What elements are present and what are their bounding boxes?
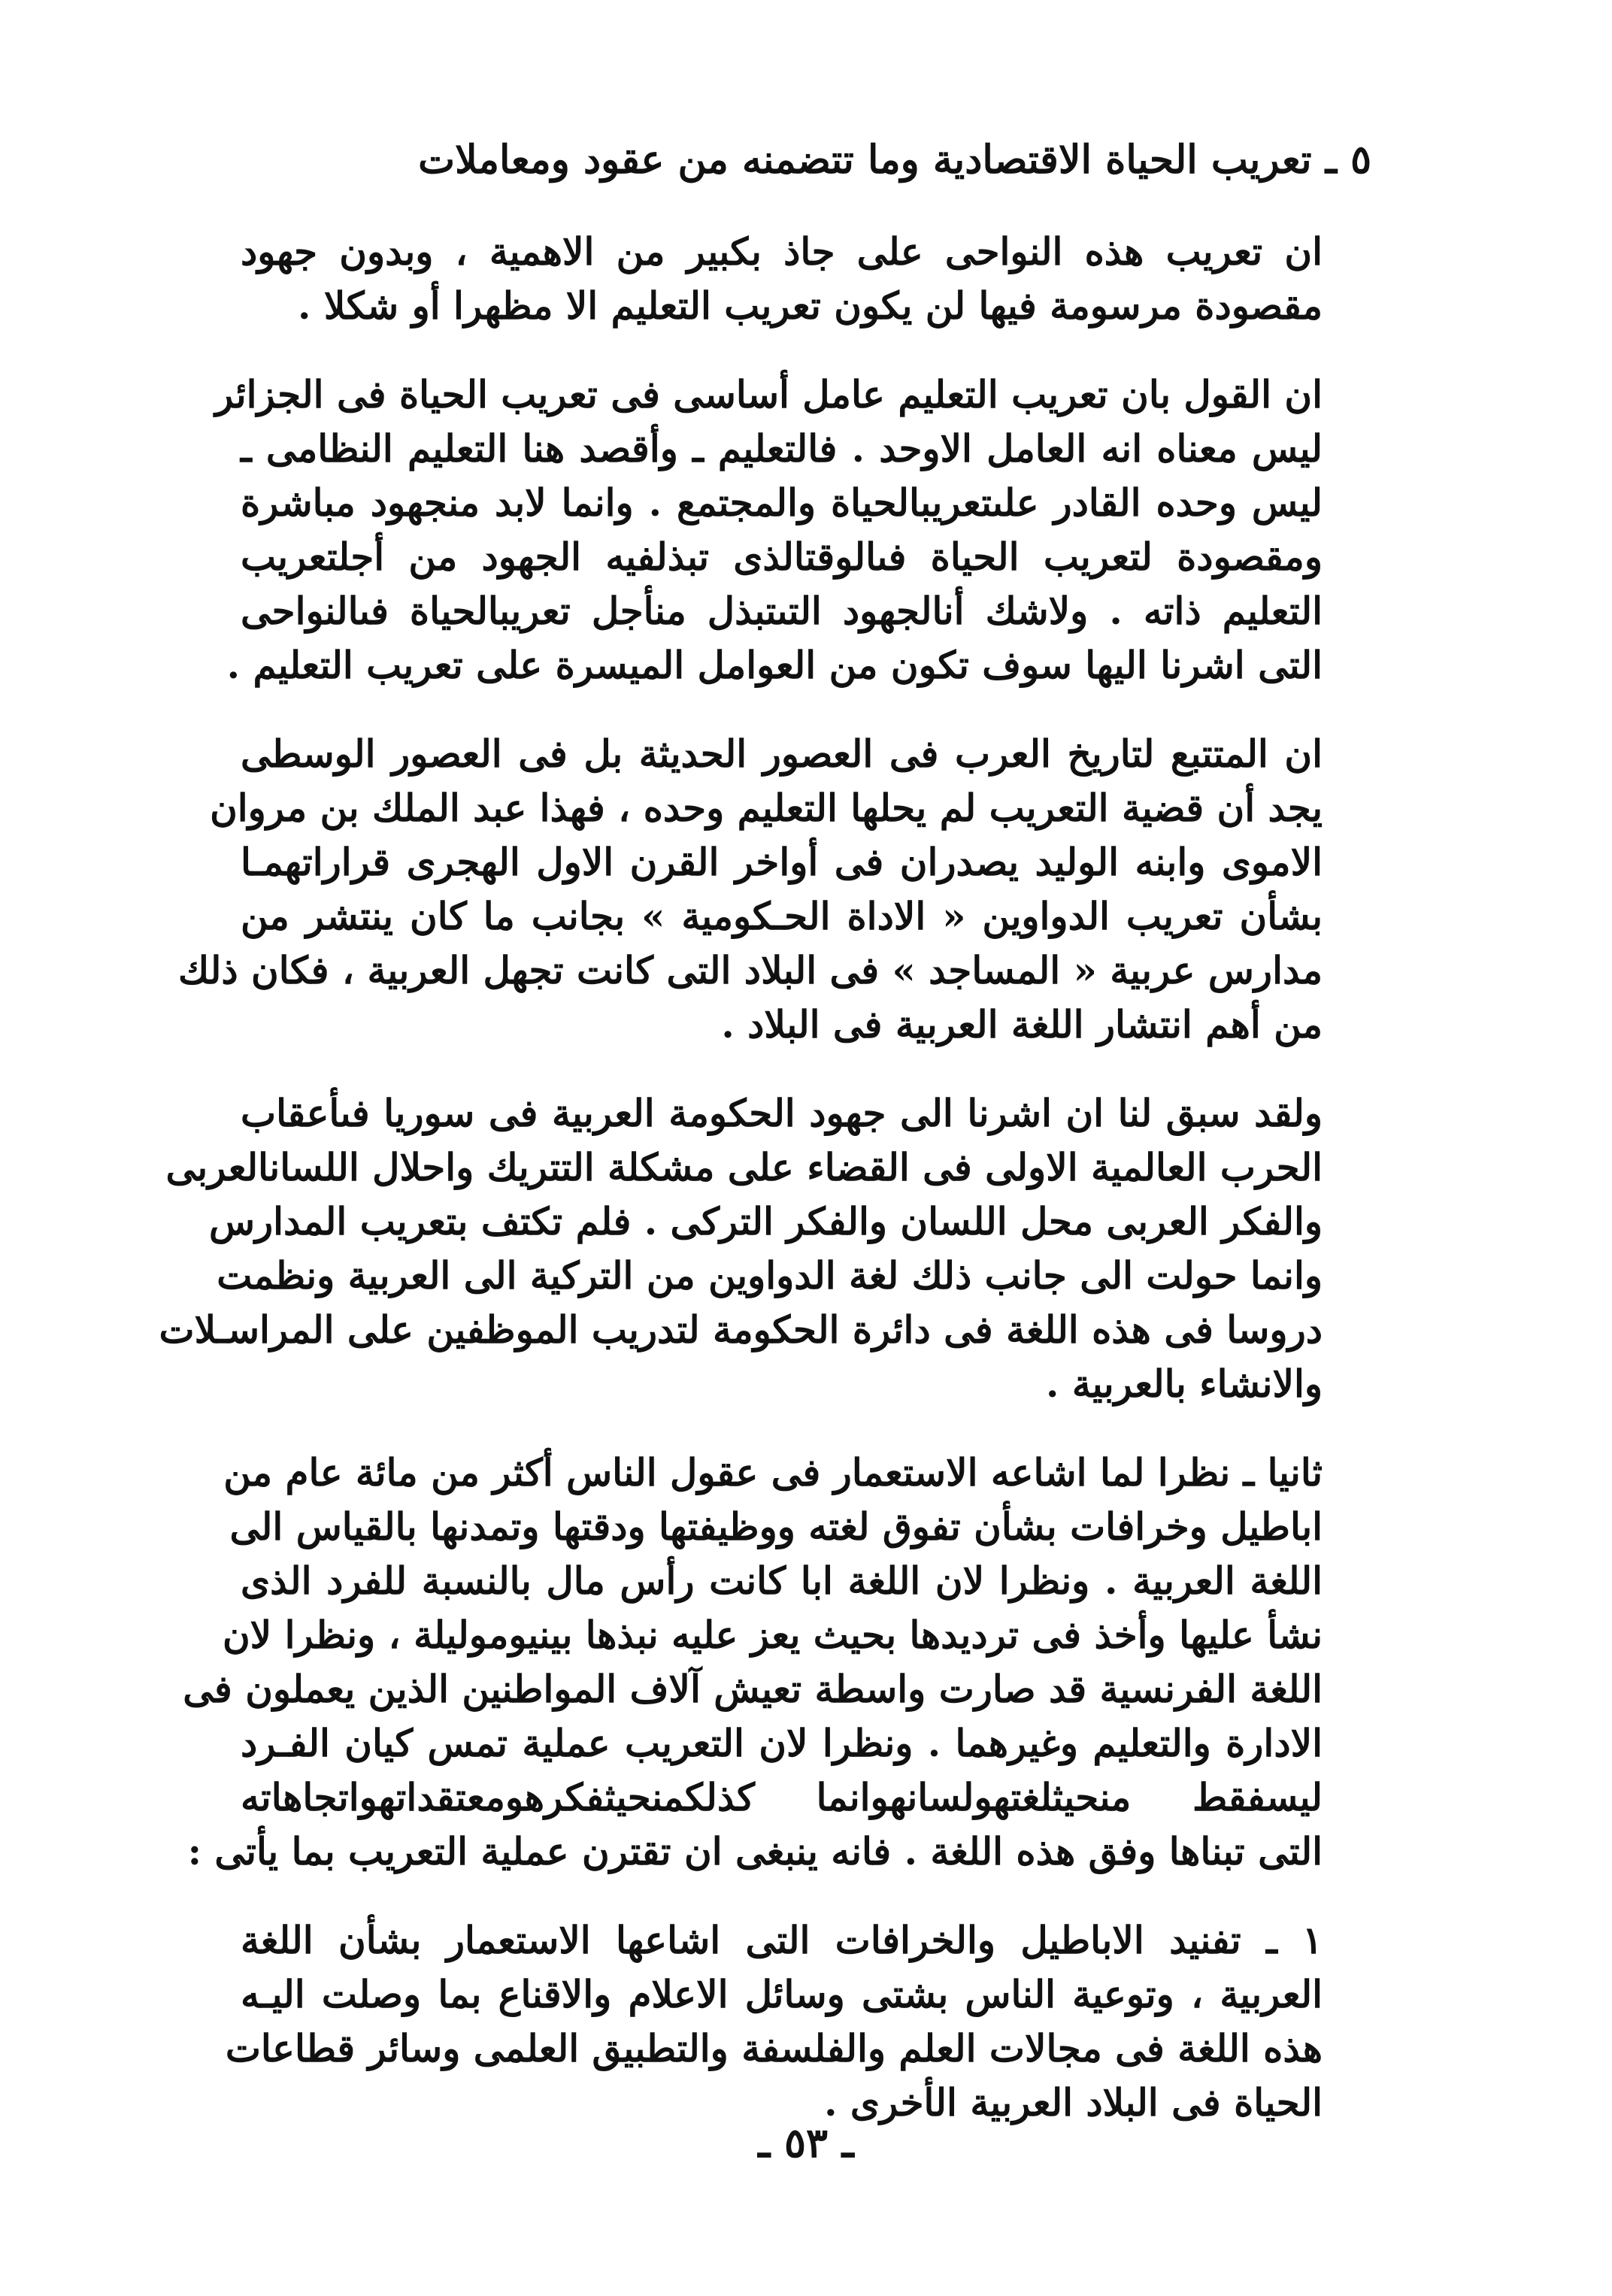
paragraph-2-line-6: التى اشرنا اليها سوف تكون من العوامل الميسرة على تعريب التعليم . [226,643,1323,687]
paragraph-6-line-2: العربية ، وتوعية الناس بشتى وسائل الاعلام والاقناع بما وصلت اليـه [241,1972,1323,2016]
paragraph-4-line-2: الحرب العالمية الاولى فى القضاء على مشكلة التتريك واحلال اللسانالعربى [165,1145,1323,1189]
paragraph-1-line-2: مقصودة مرسومة فيها لن يكون تعريب التعليم الا مظهرا أو شكلا . [298,283,1323,328]
paragraph-6-line-3: هذه اللغة فى مجالات العلم والفلسفة والتطبيق العلمى وسائر قطاعات [225,2026,1323,2070]
section-title: ٥ ـ تعريب الحياة الاقتصادية وما تتضمنه من عقود ومعاملات [418,137,1371,183]
paragraph-2-line-2: ليس معناه انه العامل الاوحد . فالتعليم ـ وأقصد هنا التعليم النظامى ـ [241,426,1323,471]
paragraph-5-line-3: اللغة العربية . ونظرا لان اللغة ابا كانت رأس مال بالنسبة للفرد الذى [241,1558,1323,1603]
paragraph-4-line-4: وانما حولت الى جانب ذلك لغة الدواوين من التركية الى العربية ونظمت [217,1253,1323,1298]
paragraph-5-line-4: نشأ عليها وأخذ فى ترديدها بحيث يعز عليه نبذها بينيوموليلة ، ونظرا لان [222,1613,1323,1657]
paragraph-4-line-6: والانشاء بالعربية . [1046,1362,1323,1406]
paragraph-5-line-5: اللغة الفرنسية قد صارت واسطة تعيش آلاف المواطنين الذين يعملون فى [183,1667,1323,1711]
paragraph-3-line-6: من أهم انتشار اللغة العربية فى البلاد . [721,1002,1323,1047]
paragraph-3-line-4: بشأن تعريب الدواوين « الاداة الحـكومية » بجانب ما كان ينتشر من [241,894,1323,938]
paragraph-4-line-5: دروسا فى هذه اللغة فى دائرة الحكومة لتدريب الموظفين على المراسـلات [159,1307,1323,1352]
paragraph-5-line-1-text: ـ نظرا لما اشاعه الاستعمار فى عقول الناس أكثر من مائة عام من [223,1450,1268,1495]
paragraph-2-line-4: ومقصودة لتعريب الحياة فىالوقتالذى تبذلفيه الجهود من أجلتعريب [241,535,1323,579]
paragraph-5-heading: ثانيا [1267,1450,1323,1495]
paragraph-2-line-5: التعليم ذاته . ولاشك أنالجهود التىتبذل منأجل تعريبالحياة فىالنواحى [241,589,1323,633]
paragraph-2-line-3: ليس وحده القادر علىتعريبالحياة والمجتمع . وانما لابد منجهود مباشرة [241,480,1323,525]
paragraph-5-line-8: التى تبناها وفق هذه اللغة . فانه ينبغى ان تقترن عملية التعريب بما يأتى : [187,1829,1323,1873]
paragraph-5-line-1 [223,1448,1323,1498]
paragraph-5-line-7: ليسفقط منحيثلغتهولسانهوانما كذلكمنحيثفكرهومعتقداتهواتجاهاته [241,1775,1323,1819]
paragraph-2-line-1: ان القول بان تعريب التعليم عامل أساسى فى تعريب الحياة فى الجزائر [215,372,1323,416]
paragraph-3-line-2: يجد أن قضية التعريب لم يحلها التعليم وحده ، فهذا عبد الملك بن مروان [210,786,1323,830]
paragraph-5-line-2: اباطيل وخرافات بشأن تفوق لغته ووظيفتها ودقتها وتمدنها بالقياس الى [229,1504,1323,1549]
paragraph-4-line-1: ولقد سبق لنا ان اشرنا الى جهود الحكومة العربية فى سوريا فىأعقاب [241,1091,1323,1135]
paragraph-4-line-3: والفكر العربى محل اللسان والفكر التركى . فلم تكتف بتعريب المدارس [208,1199,1323,1243]
paragraph-3-line-1: ان المتتبع لتاريخ العرب فى العصور الحديثة بل فى العصور الوسطى [241,732,1323,776]
paragraph-6-line-4: الحياة فى البلاد العربية الأخرى . [824,2080,1323,2125]
paragraph-3-line-3: الاموى وابنه الوليد يصدران فى أواخر القرن الاول الهجرى قراراتهمـا [241,840,1323,884]
paragraph-3-line-5: مدارس عربية « المساجد » فى البلاد التى كانت تجهل العربية ، فكان ذلك [178,948,1323,992]
paragraph-5-line-6: الادارة والتعليم وغيرهما . ونظرا لان التعريب عملية تمس كيان الفـرد [241,1721,1323,1765]
paragraph-1-line-1: ان تعريب هذه النواحى على جاذ بكبير من الاهمية ، وبدون جهود [241,229,1323,274]
paragraph-6-line-1: ١ ـ تفنيد الاباطيل والخرافات التى اشاعها الاستعمار بشأن اللغة [241,1918,1323,1962]
page-number: ـ ٥٣ ـ [758,2119,854,2167]
